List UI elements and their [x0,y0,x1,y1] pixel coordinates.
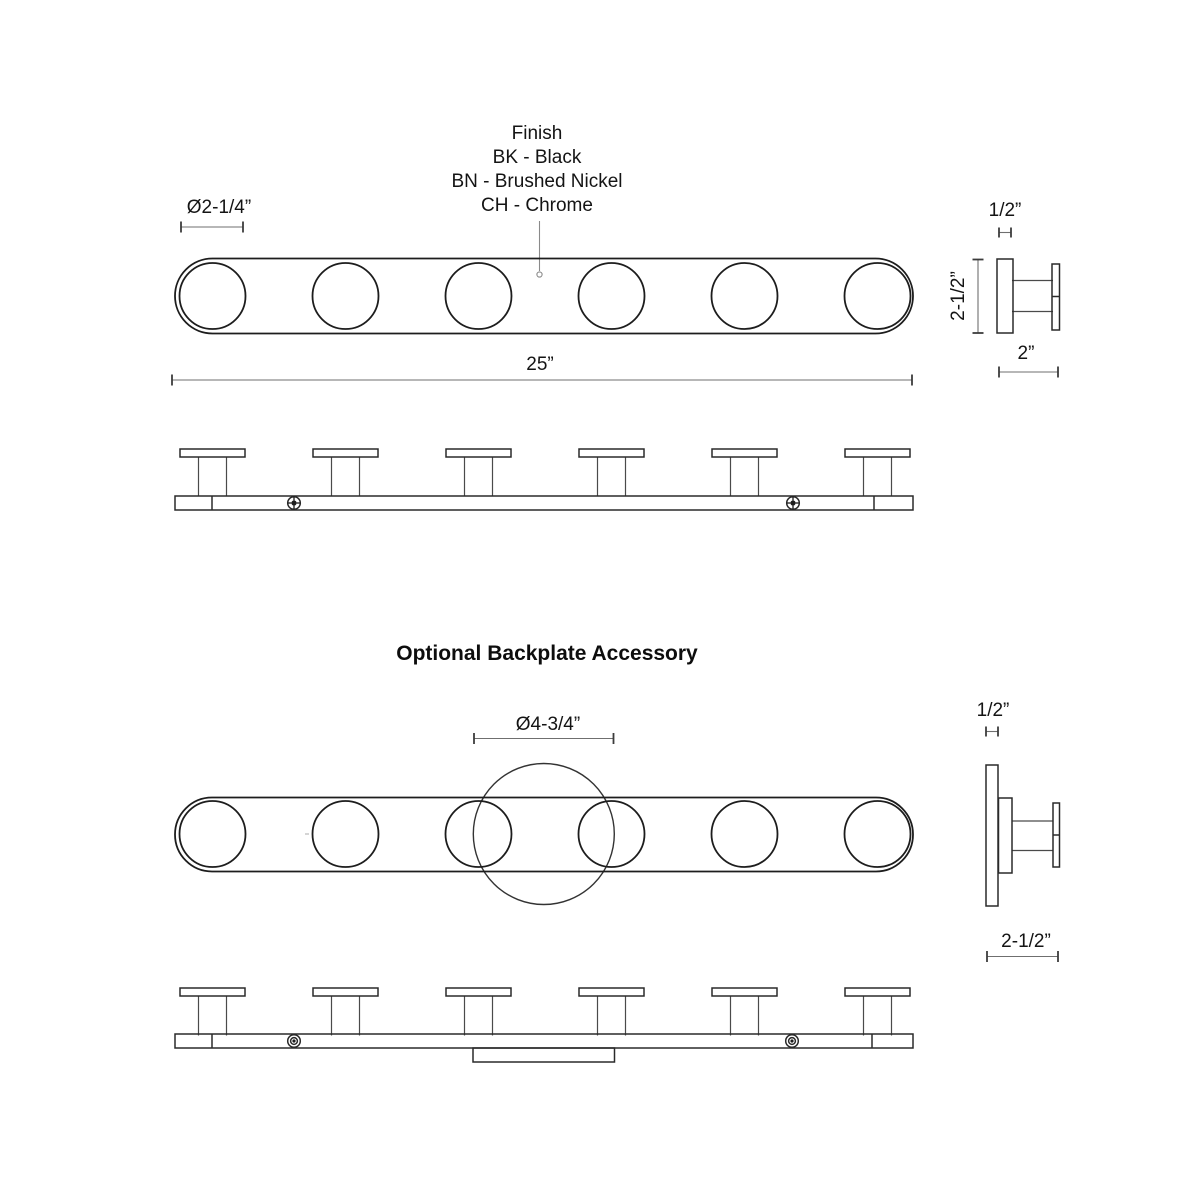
knob-circle [845,801,911,867]
dim-label-fixture-width: 25” [526,354,554,375]
backplate-circle [473,764,614,905]
dim-canopy-height [948,260,984,334]
dim-fixture-depth [999,343,1058,378]
dim-label-backplate-thickness: 1/2” [976,700,1010,721]
knob-circle [712,263,778,329]
knob-circle [180,263,246,329]
side-view-backplate [977,700,1060,962]
finish-option-bk: BK - Black [492,147,582,168]
dim-backplate-diameter [474,714,614,744]
front-view-backplate [175,764,913,905]
dim-label-fixture-depth-with-backplate: 2-1/2” [1001,931,1051,952]
mounting-rail [175,1034,913,1048]
knob-circle [579,801,645,867]
profile-view-backplate [175,988,913,1062]
mounting-rail [175,496,913,510]
canopy-plate-edge [997,259,1013,333]
screw-icon [288,1035,301,1048]
knob-circle [313,263,379,329]
finish-leader-line [537,221,542,277]
knob-circle [446,263,512,329]
knob-circle [446,801,512,867]
finish-option-ch: CH - Chrome [481,195,593,216]
dim-backplate-thickness [986,727,998,737]
dim-knob-diameter [181,197,251,233]
dim-canopy-thickness [999,228,1011,238]
finish-note [451,123,622,277]
backplate-edge [986,765,998,906]
dim-label-canopy-height: 2-1/2” [948,271,969,321]
dim-fixture-depth-with-backplate [987,931,1058,962]
section-title: Optional Backplate Accessory [396,642,698,665]
dim-label-knob-diameter: Ø2-1/4” [186,197,252,218]
profile-view-fixture [175,449,913,510]
knob-circle [845,263,911,329]
screw-icon [786,1035,799,1048]
dim-label-canopy-thickness: 1/2” [988,200,1022,221]
knob-circle [313,801,379,867]
dim-fixture-width [172,354,912,386]
finish-note-title: Finish [511,123,563,144]
finish-option-bn: BN - Brushed Nickel [451,171,623,192]
screw-icon [288,497,301,510]
knob-circle [712,801,778,867]
knob-circle [180,801,246,867]
dim-label-backplate-diameter: Ø4-3/4” [515,714,581,735]
canopy-plate-edge [999,798,1013,873]
knob-circle [579,263,645,329]
backplate-tab [473,1048,615,1062]
front-view-fixture [175,259,913,334]
screw-icon [787,497,800,510]
dim-label-fixture-depth: 2” [1017,343,1035,364]
side-view-fixture [948,200,1060,378]
